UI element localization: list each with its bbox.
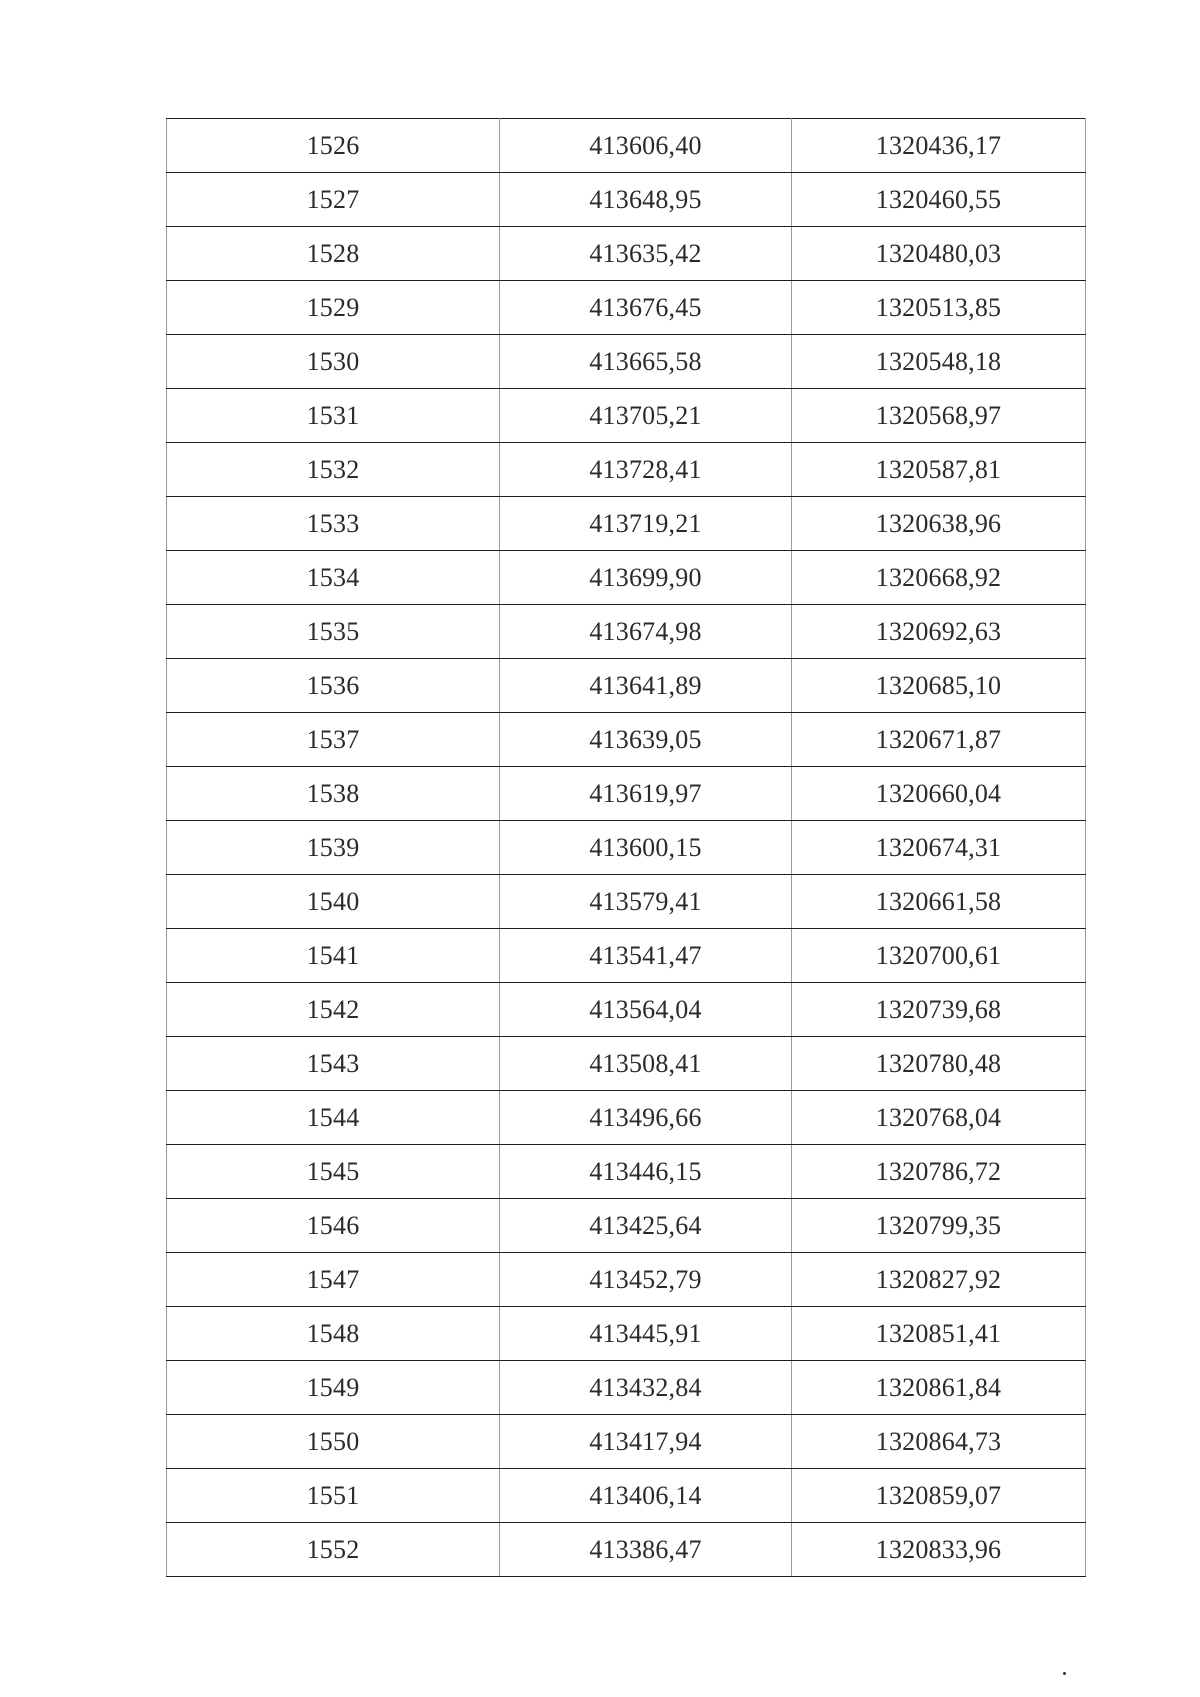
point-number-cell: 1527 (167, 173, 500, 227)
table-row (167, 659, 1086, 713)
table-row (167, 1253, 1086, 1307)
x-coordinate-cell: 413648,95 (500, 173, 792, 227)
point-number-cell: 1541 (167, 929, 500, 983)
table-row (167, 875, 1086, 929)
table-row (167, 335, 1086, 389)
y-coordinate-cell: 1320768,04 (792, 1091, 1086, 1145)
x-coordinate-cell: 413406,14 (500, 1469, 792, 1523)
point-number-cell: 1548 (167, 1307, 500, 1361)
table-row (167, 551, 1086, 605)
point-number-cell: 1552 (167, 1523, 500, 1577)
y-coordinate-cell: 1320661,58 (792, 875, 1086, 929)
table-row (167, 1091, 1086, 1145)
table-row (167, 1199, 1086, 1253)
point-number-cell: 1532 (167, 443, 500, 497)
point-number-cell: 1535 (167, 605, 500, 659)
x-coordinate-cell: 413606,40 (500, 119, 792, 173)
x-coordinate-cell: 413665,58 (500, 335, 792, 389)
table-row (167, 1415, 1086, 1469)
point-number-cell: 1537 (167, 713, 500, 767)
x-coordinate-cell: 413564,04 (500, 983, 792, 1037)
y-coordinate-cell: 1320799,35 (792, 1199, 1086, 1253)
point-number-cell: 1545 (167, 1145, 500, 1199)
table-row (167, 983, 1086, 1037)
point-number-cell: 1530 (167, 335, 500, 389)
table-row (167, 767, 1086, 821)
x-coordinate-cell: 413446,15 (500, 1145, 792, 1199)
point-number-cell: 1526 (167, 119, 500, 173)
point-number-cell: 1550 (167, 1415, 500, 1469)
y-coordinate-cell: 1320674,31 (792, 821, 1086, 875)
point-number-cell: 1551 (167, 1469, 500, 1523)
point-number-cell: 1539 (167, 821, 500, 875)
y-coordinate-cell: 1320739,68 (792, 983, 1086, 1037)
table-row (167, 443, 1086, 497)
x-coordinate-cell: 413496,66 (500, 1091, 792, 1145)
y-coordinate-cell: 1320827,92 (792, 1253, 1086, 1307)
point-number-cell: 1534 (167, 551, 500, 605)
table-row (167, 713, 1086, 767)
y-coordinate-cell: 1320780,48 (792, 1037, 1086, 1091)
table-row (167, 227, 1086, 281)
y-coordinate-cell: 1320513,85 (792, 281, 1086, 335)
x-coordinate-cell: 413728,41 (500, 443, 792, 497)
table-row (167, 605, 1086, 659)
x-coordinate-cell: 413719,21 (500, 497, 792, 551)
point-number-cell: 1531 (167, 389, 500, 443)
y-coordinate-cell: 1320480,03 (792, 227, 1086, 281)
y-coordinate-cell: 1320786,72 (792, 1145, 1086, 1199)
y-coordinate-cell: 1320692,63 (792, 605, 1086, 659)
table-row (167, 173, 1086, 227)
y-coordinate-cell: 1320638,96 (792, 497, 1086, 551)
x-coordinate-cell: 413386,47 (500, 1523, 792, 1577)
y-coordinate-cell: 1320859,07 (792, 1469, 1086, 1523)
table-row (167, 821, 1086, 875)
x-coordinate-cell: 413452,79 (500, 1253, 792, 1307)
table-row (167, 281, 1086, 335)
table-row (167, 119, 1086, 173)
y-coordinate-cell: 1320436,17 (792, 119, 1086, 173)
x-coordinate-cell: 413641,89 (500, 659, 792, 713)
point-number-cell: 1540 (167, 875, 500, 929)
y-coordinate-cell: 1320660,04 (792, 767, 1086, 821)
point-number-cell: 1546 (167, 1199, 500, 1253)
table-row (167, 1469, 1086, 1523)
x-coordinate-cell: 413639,05 (500, 713, 792, 767)
y-coordinate-cell: 1320700,61 (792, 929, 1086, 983)
point-number-cell: 1536 (167, 659, 500, 713)
x-coordinate-cell: 413676,45 (500, 281, 792, 335)
y-coordinate-cell: 1320833,96 (792, 1523, 1086, 1577)
point-number-cell: 1529 (167, 281, 500, 335)
x-coordinate-cell: 413619,97 (500, 767, 792, 821)
table-row (167, 1523, 1086, 1577)
y-coordinate-cell: 1320861,84 (792, 1361, 1086, 1415)
y-coordinate-cell: 1320587,81 (792, 443, 1086, 497)
point-number-cell: 1543 (167, 1037, 500, 1091)
y-coordinate-cell: 1320460,55 (792, 173, 1086, 227)
point-number-cell: 1547 (167, 1253, 500, 1307)
table-row (167, 1361, 1086, 1415)
y-coordinate-cell: 1320668,92 (792, 551, 1086, 605)
x-coordinate-cell: 413699,90 (500, 551, 792, 605)
point-number-cell: 1542 (167, 983, 500, 1037)
point-number-cell: 1533 (167, 497, 500, 551)
point-number-cell: 1549 (167, 1361, 500, 1415)
x-coordinate-cell: 413445,91 (500, 1307, 792, 1361)
x-coordinate-cell: 413674,98 (500, 605, 792, 659)
table-row (167, 497, 1086, 551)
table-row (167, 1037, 1086, 1091)
x-coordinate-cell: 413508,41 (500, 1037, 792, 1091)
y-coordinate-cell: 1320685,10 (792, 659, 1086, 713)
point-number-cell: 1528 (167, 227, 500, 281)
y-coordinate-cell: 1320851,41 (792, 1307, 1086, 1361)
table-row (167, 1307, 1086, 1361)
y-coordinate-cell: 1320568,97 (792, 389, 1086, 443)
x-coordinate-cell: 413432,84 (500, 1361, 792, 1415)
page-mark (1063, 1672, 1066, 1675)
x-coordinate-cell: 413705,21 (500, 389, 792, 443)
table-row (167, 1145, 1086, 1199)
point-number-cell: 1544 (167, 1091, 500, 1145)
x-coordinate-cell: 413541,47 (500, 929, 792, 983)
y-coordinate-cell: 1320548,18 (792, 335, 1086, 389)
y-coordinate-cell: 1320864,73 (792, 1415, 1086, 1469)
y-coordinate-cell: 1320671,87 (792, 713, 1086, 767)
x-coordinate-cell: 413417,94 (500, 1415, 792, 1469)
coordinates-table (166, 118, 1086, 1577)
table-row (167, 389, 1086, 443)
x-coordinate-cell: 413600,15 (500, 821, 792, 875)
x-coordinate-cell: 413425,64 (500, 1199, 792, 1253)
x-coordinate-cell: 413635,42 (500, 227, 792, 281)
point-number-cell: 1538 (167, 767, 500, 821)
table-row (167, 929, 1086, 983)
x-coordinate-cell: 413579,41 (500, 875, 792, 929)
coordinates-table-body (167, 119, 1086, 1577)
